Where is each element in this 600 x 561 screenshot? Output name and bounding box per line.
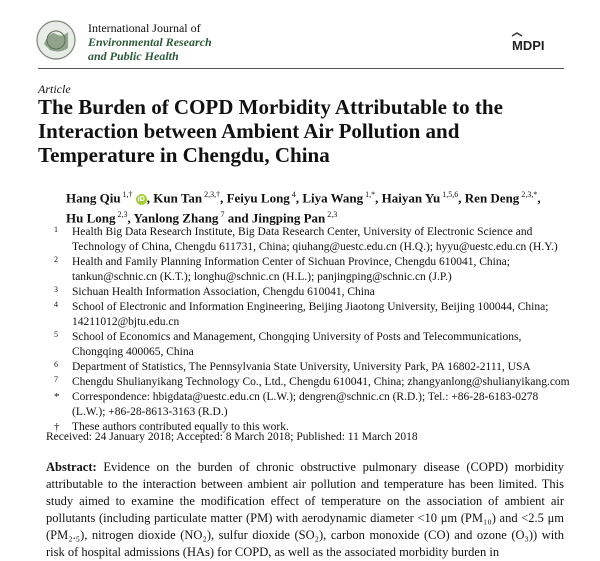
affiliation-text: School of Economics and Management, Chongqing University of Posts and Telecommunications, Chongqing 400065, China <box>72 331 522 358</box>
affiliation-item <box>54 330 574 360</box>
affiliation-item <box>54 360 574 375</box>
author-affiliation-marker: 1,* <box>363 190 376 199</box>
affiliation-item <box>54 300 574 330</box>
header-divider <box>38 68 564 69</box>
author-name[interactable]: Kun Tan <box>153 190 203 206</box>
affiliation-number: 4 <box>54 300 58 309</box>
affiliation-number: 5 <box>54 330 58 339</box>
affiliation-number: * <box>54 391 60 403</box>
publication-dates: Received: 24 January 2018; Accepted: 8 March 2018; Published: 11 March 2018 <box>46 431 418 443</box>
affiliation-number: 3 <box>54 285 58 294</box>
affiliation-item <box>54 390 574 420</box>
journal-line-3: and Public Health <box>88 49 179 63</box>
author-affiliation-marker: 2,3,† <box>202 190 221 199</box>
author-name[interactable]: Hu Long <box>66 210 116 226</box>
affiliation-text: Correspondence: hbigdata@uestc.edu.cn (L.W.); dengren@schnic.cn (R.D.); Tel.: +86-28-6183-0278 (L.W.); +86-28-8613-3163 (R.D.) <box>72 391 539 418</box>
svg-text:MDPI: MDPI <box>512 38 545 53</box>
author-affiliation-marker: 2,3 <box>325 210 338 220</box>
mdpi-logo <box>510 32 560 54</box>
author-name[interactable]: Feiyu Long <box>226 190 290 206</box>
affiliation-number: 6 <box>54 360 58 369</box>
title-line-2: Interaction between Ambient Air Pollution and <box>38 119 460 143</box>
journal-name <box>88 21 212 63</box>
affiliation-number: 2 <box>54 255 58 264</box>
affiliation-text: School of Electronic and Information Engineering, Beijing Jiaotong University, Beijing 100044, China; 14211012@bjtu.edu.cn <box>72 301 549 328</box>
journal-line-2: Environmental Research <box>88 35 212 49</box>
abstract-text: Evidence on the burden of chronic obstructive pulmonary disease (COPD) morbidity attributable to the interaction between ambient air pollution and temperature has been limited. This study aimed to examine the modification effect of temperature on the association of ambient air pollutants (including particulate matter (PM) with aerodynamic diameter <10 μm (PM₁₀) and <2.5 μm (PM₂.₅), nitrogen dioxide (NO₂), sulfur dioxide (SO₂), carbon monoxide (CO) and ozone (O₃)) with risk of hospital admissions (HAs) for COPD, as well as the associated morbidity burden in <box>46 460 564 559</box>
author-affiliation-marker: 2,3,* <box>519 190 538 199</box>
affiliation-list <box>54 225 574 435</box>
author-name[interactable]: Liya Wang <box>302 190 364 206</box>
journal-line-1: International Journal of <box>88 21 201 35</box>
affiliation-text: Sichuan Health Information Association, Chengdu 610041, China <box>72 286 375 298</box>
author-name[interactable]: Yanlong Zhang <box>133 210 219 226</box>
affiliation-item <box>54 225 574 255</box>
author-name[interactable]: Hang Qiu <box>66 190 121 206</box>
author-name[interactable]: Haiyan Yu <box>381 190 441 206</box>
title-line-3: Temperature in Chengdu, China <box>38 143 330 167</box>
affiliation-text: Department of Statistics, The Pennsylvania State University, University Park, PA 16802-2111, USA <box>72 361 531 373</box>
affiliation-text: These authors contributed equally to this work. <box>72 421 289 433</box>
author-name[interactable]: Jingping Pan <box>251 210 326 226</box>
affiliation-item <box>54 375 574 390</box>
affiliation-item <box>54 255 574 285</box>
author-affiliation-marker: 2,3 <box>115 210 128 220</box>
abstract-label: Abstract: <box>46 460 97 474</box>
author-affiliation-marker: 1,† <box>120 190 133 199</box>
affiliation-number: † <box>54 421 60 433</box>
abstract <box>46 459 564 561</box>
author-affiliation-marker: 4 <box>289 190 296 199</box>
journal-logo-icon <box>36 20 76 60</box>
affiliation-text: Health and Family Planning Information Center of Sichuan Province, Chengdu 610041, China; tankun@schnic.cn (K.T.); longhu@schnic.cn (H.L.); panjingping@schnic.cn (J.P.) <box>72 256 510 283</box>
author-list: Hang Qiu $^{1,\dagger}$ iD , Kun Tan $^{2,3,\dagger}$, Feiyu Long $^4$, Liya Wang $^{1,*}$, Haiyan Yu $^{1,5,6}$, Ren Deng $^{2,3,*}$, Hu Long $^{2,3}$, Yanlong Zhang $^7$ and Jingping Pan $^{2,3}$ <box>66 190 541 226</box>
affiliation-number: 1 <box>54 225 58 234</box>
affiliation-text: Chengdu Shulianyikang Technology Co., Ltd., Chengdu 610041, China; zhangyanlong@shulianyikang.com <box>72 376 570 388</box>
author-affiliation-marker: 7 <box>218 210 225 220</box>
orcid-icon[interactable]: iD <box>137 195 145 203</box>
article-type: Article <box>38 82 71 96</box>
paper-title <box>38 95 578 167</box>
author-name[interactable]: Ren Deng <box>464 190 520 206</box>
affiliation-number: 7 <box>54 375 58 384</box>
affiliation-text: Health Big Data Research Institute, Big Data Research Center, University of Electronic Science and Technology of China, Chengdu 611731, China; qiuhang@uestc.edu.cn (H.Q.); hyyu@uestc.edu.cn (H.Y.) <box>72 226 558 253</box>
affiliation-item <box>54 285 574 300</box>
title-line-1: The Burden of COPD Morbidity Attributable to the <box>38 95 503 119</box>
author-affiliation-marker: 1,5,6 <box>440 190 459 199</box>
